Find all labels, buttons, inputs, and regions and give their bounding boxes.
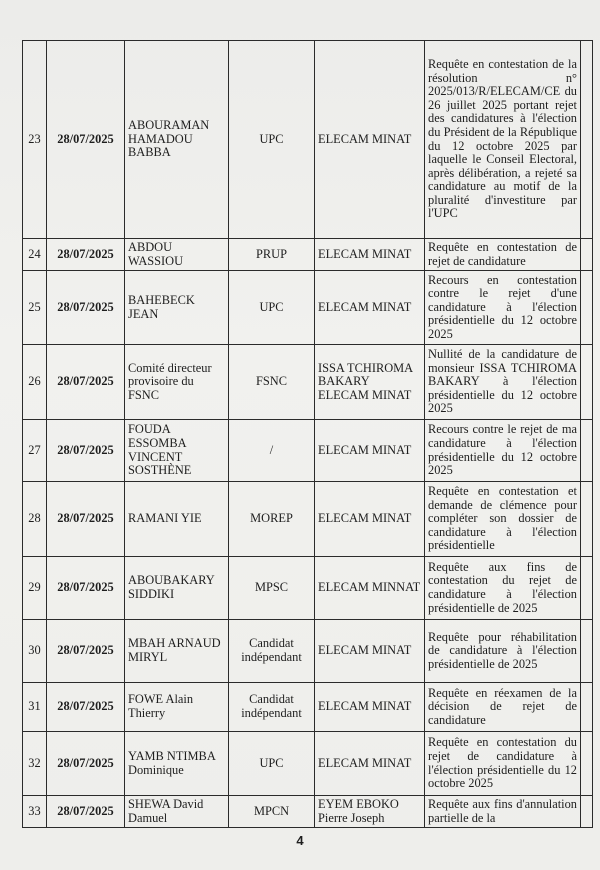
- applicant-name: YAMB NTIMBA Dominique: [125, 732, 229, 796]
- row-number: 28: [23, 482, 47, 557]
- filing-date: 28/07/2025: [47, 271, 125, 345]
- applicant-name: SHEWA David Damuel: [125, 796, 229, 828]
- party: UPC: [229, 271, 315, 345]
- request-object: Requête en réexamen de la décision de rejet de candidature: [425, 683, 581, 732]
- applicant-name: ABOURAMAN HAMADOU BABBA: [125, 41, 229, 239]
- cut-off-column: [581, 271, 593, 345]
- defendant: ELECAM MINAT: [315, 620, 425, 683]
- row-number: 27: [23, 420, 47, 482]
- filing-date: 28/07/2025: [47, 420, 125, 482]
- party: Candidat indépendant: [229, 683, 315, 732]
- request-object: Requête pour réhabilitation de candidature à l'élection présidentielle de 2025: [425, 620, 581, 683]
- party: MPSC: [229, 557, 315, 620]
- request-object: Recours en contestation contre le rejet d'une candidature à l'élection présidentielle du 12 octobre 2025: [425, 271, 581, 345]
- table-row: [23, 732, 593, 796]
- table-row: [23, 620, 593, 683]
- appeals-table: [22, 40, 593, 828]
- filing-date: 28/07/2025: [47, 557, 125, 620]
- filing-date: 28/07/2025: [47, 345, 125, 420]
- defendant: ELECAM MINAT: [315, 482, 425, 557]
- request-object: Requête en contestation du rejet de candidature à l'élection présidentielle du 12 octobre 2025: [425, 732, 581, 796]
- request-object: Requête aux fins d'annulation partielle de la: [425, 796, 581, 828]
- table-row: [23, 683, 593, 732]
- filing-date: 28/07/2025: [47, 41, 125, 239]
- applicant-name: ABOUBAKARY SIDDIKI: [125, 557, 229, 620]
- table-row: [23, 345, 593, 420]
- table-row: [23, 420, 593, 482]
- applicant-name: FOWE Alain Thierry: [125, 683, 229, 732]
- row-number: 32: [23, 732, 47, 796]
- applicant-name: FOUDA ESSOMBA VINCENT SOSTHÈNE: [125, 420, 229, 482]
- row-number: 26: [23, 345, 47, 420]
- table-row: [23, 271, 593, 345]
- filing-date: 28/07/2025: [47, 239, 125, 271]
- defendant: ELECAM MINAT: [315, 683, 425, 732]
- party: FSNC: [229, 345, 315, 420]
- request-object: Recours contre le rejet de ma candidature à l'élection présidentielle du 12 octobre 2025: [425, 420, 581, 482]
- row-number: 25: [23, 271, 47, 345]
- request-object: Requête en contestation de la résolution n° 2025/013/R/ELECAM/CE du 26 juillet 2025 portant rejet des candidatures à l'élection du Président de la République du 12 octobre 2025 par laquelle le Conseil Electoral, après délibération, a rejeté sa candidature au motif de la pluralité d'investiture par l'UPC: [425, 41, 581, 239]
- cut-off-column: [581, 732, 593, 796]
- applicant-name: Comité directeur provisoire du FSNC: [125, 345, 229, 420]
- table-row: [23, 796, 593, 828]
- party: MPCN: [229, 796, 315, 828]
- row-number: 30: [23, 620, 47, 683]
- party: /: [229, 420, 315, 482]
- defendant: ELECAM MINAT: [315, 271, 425, 345]
- applicant-name: MBAH ARNAUD MIRYL: [125, 620, 229, 683]
- applicant-name: RAMANI YIE: [125, 482, 229, 557]
- defendant: ELECAM MINAT: [315, 41, 425, 239]
- filing-date: 28/07/2025: [47, 482, 125, 557]
- party: Candidat indépendant: [229, 620, 315, 683]
- request-object: Nullité de la candidature de monsieur ISSA TCHIROMA BAKARY à l'élection présidentielle du 12 octobre 2025: [425, 345, 581, 420]
- party: PRUP: [229, 239, 315, 271]
- cut-off-column: [581, 41, 593, 239]
- row-number: 24: [23, 239, 47, 271]
- cut-off-column: [581, 683, 593, 732]
- defendant: EYEM EBOKO Pierre Joseph: [315, 796, 425, 828]
- filing-date: 28/07/2025: [47, 796, 125, 828]
- filing-date: 28/07/2025: [47, 620, 125, 683]
- row-number: 23: [23, 41, 47, 239]
- table-row: [23, 557, 593, 620]
- applicant-name: BAHEBECK JEAN: [125, 271, 229, 345]
- party: UPC: [229, 732, 315, 796]
- defendant: ELECAM MINAT: [315, 420, 425, 482]
- applicant-name: ABDOU WASSIOU: [125, 239, 229, 271]
- cut-off-column: [581, 557, 593, 620]
- defendant: ELECAM MINAT: [315, 732, 425, 796]
- filing-date: 28/07/2025: [47, 732, 125, 796]
- defendant: ELECAM MINAT: [315, 239, 425, 271]
- cut-off-column: [581, 482, 593, 557]
- table-row: [23, 41, 593, 239]
- cut-off-column: [581, 239, 593, 271]
- party: UPC: [229, 41, 315, 239]
- row-number: 29: [23, 557, 47, 620]
- defendant: ELECAM MINNAT: [315, 557, 425, 620]
- request-object: Requête en contestation de rejet de candidature: [425, 239, 581, 271]
- page-number: 4: [296, 833, 304, 848]
- request-object: Requête en contestation et demande de clémence pour compléter son dossier de candidature à l'élection présidentielle: [425, 482, 581, 557]
- table-row: [23, 482, 593, 557]
- cut-off-column: [581, 620, 593, 683]
- table-row: [23, 239, 593, 271]
- row-number: 31: [23, 683, 47, 732]
- filing-date: 28/07/2025: [47, 683, 125, 732]
- row-number: 33: [23, 796, 47, 828]
- cut-off-column: [581, 345, 593, 420]
- cut-off-column: [581, 420, 593, 482]
- defendant: ISSA TCHIROMA BAKARY ELECAM MINAT: [315, 345, 425, 420]
- party: MOREP: [229, 482, 315, 557]
- cut-off-column: [581, 796, 593, 828]
- request-object: Requête aux fins de contestation du rejet de candidature à l'élection présidentielle de 2025: [425, 557, 581, 620]
